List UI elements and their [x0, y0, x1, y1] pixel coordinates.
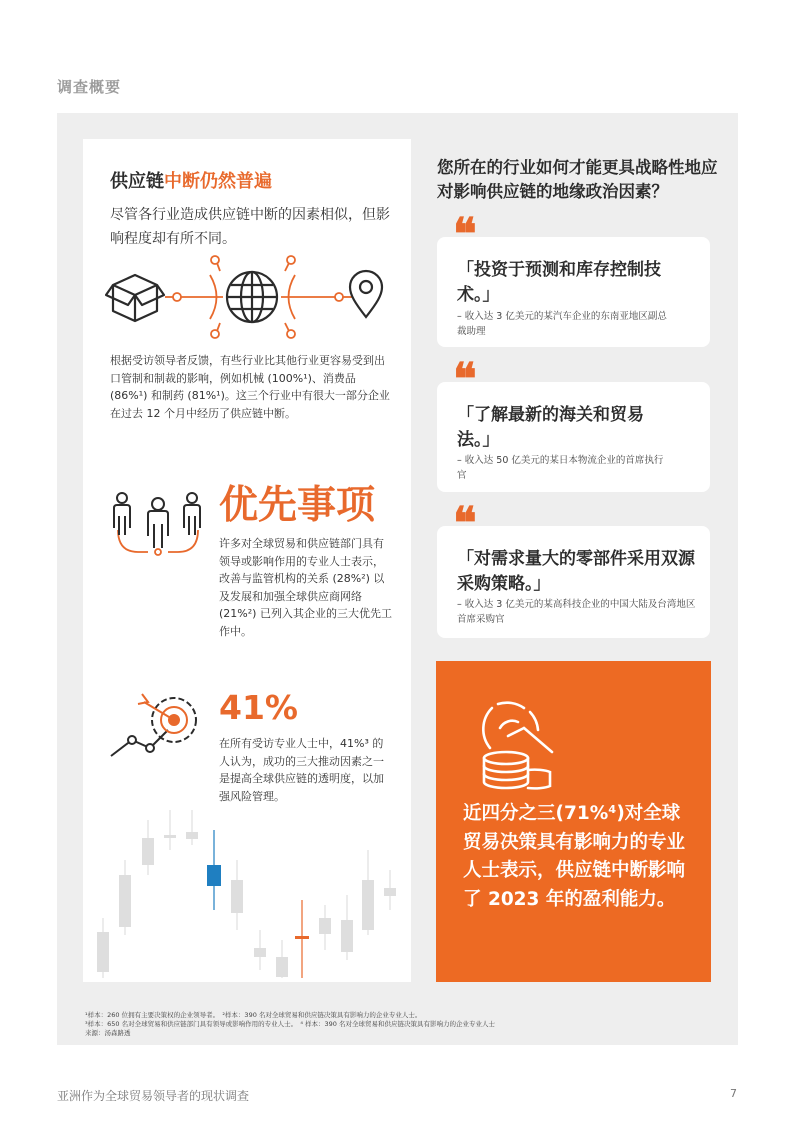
priorities-title: 优先事项	[219, 483, 376, 528]
candle-highlight-orange	[295, 936, 309, 939]
globe-icon	[227, 272, 277, 322]
quote-attribution: – 收入达 3 亿美元的某汽车企业的东南亚地区副总裁助理	[457, 311, 667, 337]
candlestick-decoration	[90, 800, 405, 980]
quote-attribution: – 收入达 3 亿美元的某高科技企业的中国大陆及台湾地区首席采购官	[457, 599, 696, 625]
candle-highlight-blue	[207, 865, 221, 886]
quote-text: 「投资于预测和库存控制技术。」	[457, 260, 661, 305]
page-number: 7	[730, 1087, 737, 1100]
intro-text: 尽管各行业造成供应链中断的因素相似，但影响程度却有所不同。	[110, 207, 390, 247]
footnote-source: 来源：汤森路透	[85, 1029, 131, 1037]
quote-mark-icon: ❝	[453, 209, 471, 260]
footer-title: 亚洲作为全球贸易领导者的现状调查	[57, 1089, 250, 1103]
callout-text: 近四分之三(71%⁴)对全球贸易决策具有影响力的专业人士表示，供应链中断影响了 2023 年的盈利能力。	[463, 803, 686, 910]
question-heading: 您所在的行业如何才能更具战略性地应对影响供应链的地缘政治因素？	[437, 158, 718, 201]
title-accent: 中断仍然普遍	[164, 171, 272, 192]
industry-impact-text: 根据受访领导者反馈，有些行业比其他行业更容易受到出口管制和制裁的影响，例如机械 (100%¹)、消费品 (86%¹) 和制药 (81%¹)。这三个行业中有很大一部分企业在过去 12 个月中经历了供应链中断。	[110, 354, 390, 420]
target-growth-icon	[108, 688, 208, 763]
quote-mark-icon: ❝	[453, 498, 471, 549]
box-icon	[106, 275, 164, 321]
title-plain: 供应链	[110, 171, 164, 192]
section-title	[110, 167, 272, 193]
quote-text: 「对需求量大的零部件采用双源采购策略。」	[457, 549, 695, 594]
stat-value: 41%	[219, 688, 298, 727]
footnote-line: ¹样本：260 位拥有主要决策权的企业领导者。 ²样本：390 名对全球贸易和供应链决策具有影响力的企业专业人士。	[85, 1011, 422, 1019]
quote-text: 「了解最新的海关和贸易法。」	[457, 405, 644, 450]
supply-chain-illustration	[105, 255, 390, 340]
quote-mark-icon: ❝	[453, 354, 471, 405]
priorities-text: 许多对全球贸易和供应链部门具有领导或影响作用的专业人士表示，改善与监管机构的关系 (28%²) 以及发展和加强全球供应商网络 (21%²) 已列入其企业的三大优先工作中。	[219, 537, 392, 638]
section-label: 调查概要	[57, 78, 122, 96]
stat-text: 在所有受访专业人士中，41%³ 的人认为，成功的三大推动因素之一是提高全球供应链的透明度，以加强风险管理。	[219, 737, 384, 803]
location-pin-icon	[350, 271, 382, 317]
footnotes	[85, 1011, 725, 1038]
footnote-line: ³样本：650 名对全球贸易和供应链部门具有领导或影响作用的专业人士。 ⁴ 样本：390 名对全球贸易和供应链决策具有影响力的企业专业人士	[85, 1020, 495, 1028]
quote-attribution: – 收入达 50 亿美元的某日本物流企业的首席执行官	[457, 455, 664, 481]
coins-chart-icon	[462, 700, 562, 795]
people-network-icon	[108, 490, 208, 570]
